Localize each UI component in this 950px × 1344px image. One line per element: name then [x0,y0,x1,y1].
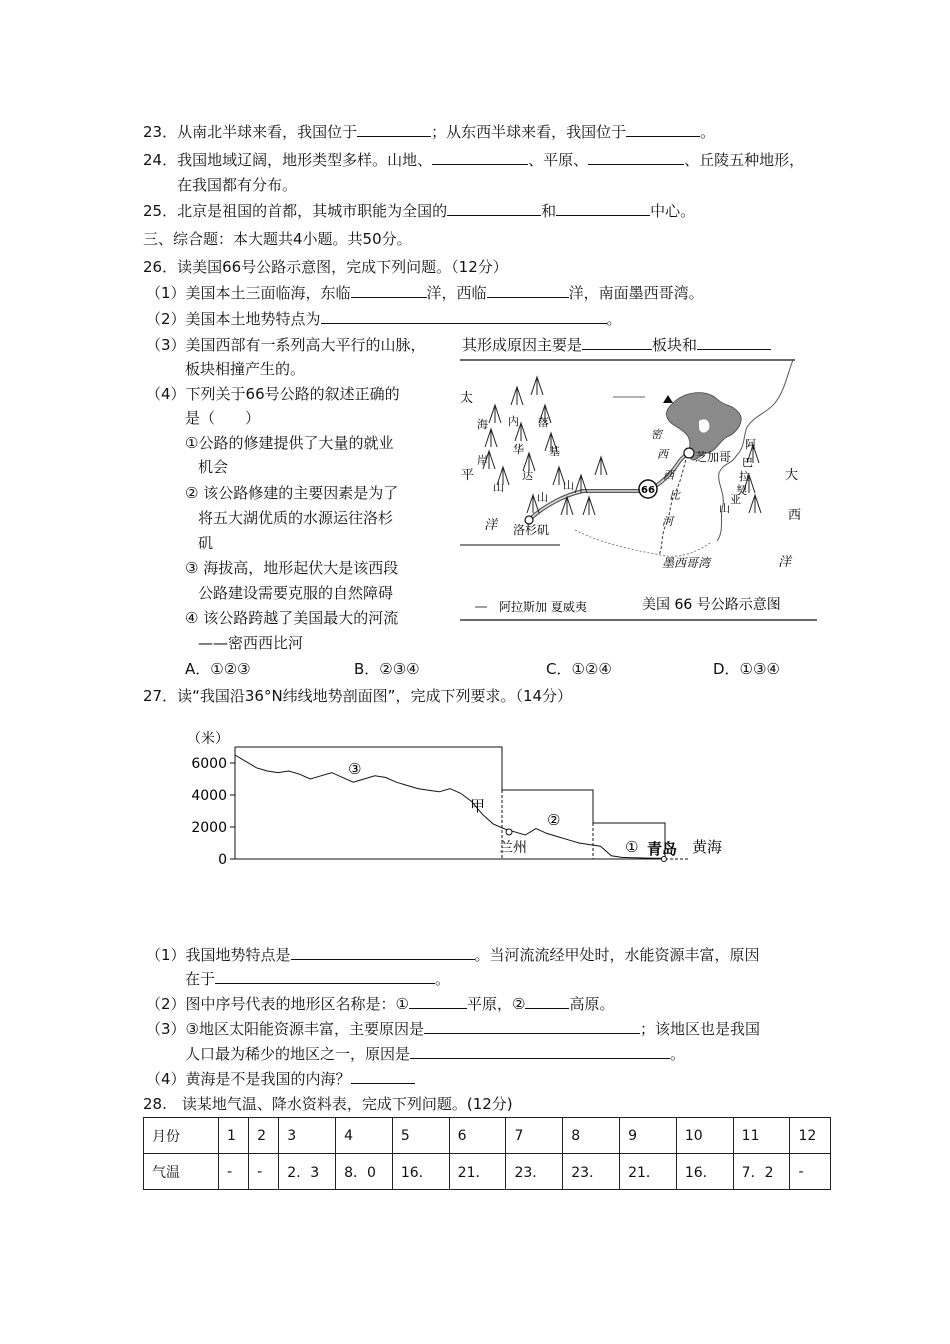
q27-blank-hydro-reason[interactable] [215,969,435,984]
mountain-icon [511,387,523,405]
inset-label: 阿拉斯加 夏威夷 [499,600,587,614]
mississippi-2: 西 [657,448,668,461]
table-cell: 12 [790,1118,831,1154]
rocky-3: 山 [563,479,574,492]
q25-text-a: 25．北京是祖国的首都，其城市职能为全国的 [143,202,448,220]
coast-range-2: 岸 [477,454,488,467]
q24-line-2: 在我国都有分布。 [177,176,298,194]
y-tick-label: 4000 [191,788,227,804]
q26-stmt2-b: 将五大湖优质的水源运往洛杉 [198,509,394,527]
table-cell: 2．3 [279,1154,336,1190]
table-cell: 7 [506,1118,563,1154]
mountain-icon [489,405,501,423]
q24-text-c: 、丘陵五种地形， [684,151,805,169]
peak-marker-icon [663,395,673,403]
q26-p1-text-a: （1）美国本土三面临海，东临 [146,284,351,302]
q27-p2-text-c: 高原。 [569,995,615,1013]
table-cell: 8 [563,1118,620,1154]
cascade-1: 内 [508,415,519,428]
mississippi-5: 河 [662,515,673,528]
q26-stmt1-b: 机会 [198,458,229,476]
q25-blank-2[interactable] [556,201,650,216]
table-cell: 3 [279,1118,336,1154]
q26-option-c[interactable]: C．①②④ [546,660,612,678]
q27-p1-text-b: 。当河流流经甲处时，水能资源丰富，原因 [474,946,760,964]
mountain-icon [583,497,595,515]
gulf-coastline [575,530,710,556]
q26-option-b[interactable]: B．②③④ [354,660,420,678]
q27-p4-text: （4）黄海是不是我国的内海？ [146,1070,351,1088]
table-cell: 2 [249,1118,279,1154]
y-axis [191,747,665,868]
pacific-label-1: 太 [460,391,474,406]
route66-road-inner [529,453,689,520]
q27-part3-b [185,1044,685,1064]
q26-part4-b: 是（ ） [185,409,261,427]
jia-label: 甲 [470,797,486,815]
q23-line [143,122,715,142]
q27-p1-text-a: （1）我国地势特点是 [146,946,291,964]
q26-part3-a: （3）美国西部有一系列高大平行的山脉， [146,336,426,354]
table-cell: 5 [392,1118,449,1154]
q26-blank-east-ocean[interactable] [351,283,427,298]
q26-option-d[interactable]: D．①③④ [713,660,780,678]
lanzhou-label: 兰州 [499,840,527,856]
q23-text-a: 23．从南北半球来看，我国位于 [143,123,358,141]
q26-p3-text-b: 其形成原因主要是 [462,336,583,354]
q23-blank-1[interactable] [357,122,431,137]
table-cell: 21． [620,1154,677,1190]
q27-part4 [146,1069,415,1089]
lanzhou-marker [506,829,512,835]
chicago-marker [684,448,694,458]
atlantic-label-1: 大 [785,468,799,483]
q27-p1-text-d: 。 [435,970,451,988]
la-label: 洛杉矶 [513,523,550,537]
q27-blank-solar[interactable] [424,1019,640,1034]
q27-p2-text-a: （2）图中序号代表的地形区名称是：① [146,995,409,1013]
q25-text-b: 和 [541,202,557,220]
region-3-label: ③ [348,760,362,778]
coast-range-3: 山 [493,481,504,494]
table-cell: 月份 [144,1118,219,1154]
q26-stmt3-b: 公路建设需要克服的自然障碍 [198,584,394,602]
q27-blank-terrain[interactable] [291,945,475,960]
route66-shield-label: 66 [641,485,655,496]
table-cell: 16． [392,1154,449,1190]
q26-p1-text-b: 洋，西临 [426,284,487,302]
q23-text-c: 。 [700,123,716,141]
q25-line [143,201,695,221]
table-cell: 16． [676,1154,733,1190]
q24-text-a: 24．我国地域辽阔，地形类型多样。山地、 [143,151,433,169]
mountain-icon [595,457,607,475]
table-cell: 23． [563,1154,620,1190]
q25-text-c: 中心。 [650,202,696,220]
q24-line-1 [143,150,804,170]
mountain-icon [749,495,761,513]
mississippi-3: 西 [663,469,674,482]
appalachian-6: 山 [719,502,730,515]
q26-part3-b [462,335,771,355]
q26-blank-terrain[interactable] [321,309,607,324]
q26-stmt3-a: ③ 海拔高，地形起伏大是该西段 [185,559,399,577]
gulf-label: 墨西哥湾 [662,556,711,570]
atlantic-label-3: 洋 [778,555,792,570]
table-cell: 9 [620,1118,677,1154]
chicago-label: 芝加哥 [695,450,732,464]
table-cell: 10 [676,1118,733,1154]
q26-blank-west-ocean[interactable] [487,283,569,298]
y-tick-label: 0 [218,852,227,868]
table-cell: 气温 [144,1154,219,1190]
appalachian-3: 拉 [739,470,750,483]
q26-p3-text-c: 板块和 [652,336,698,354]
mountain-icon [485,429,497,447]
terrain-profile-chart [185,725,735,895]
mountain-icon [531,377,543,395]
pacific-label-2: 平 [461,468,475,483]
table-cell: 23． [506,1154,563,1190]
q26-stmt4-a: ④ 该公路跨越了美国最大的河流 [185,609,399,627]
q26-part3-c: 板块相撞产生的。 [185,360,306,378]
table-cell: 8．0 [336,1154,393,1190]
q26-blank-plate-1[interactable] [582,335,652,350]
cascade-4: 山 [537,491,548,504]
y-tick-label: 2000 [191,820,227,836]
q26-stmt4-b: ——密西西比河 [198,634,304,652]
table-cell: 4 [336,1118,393,1154]
region-2-label: ② [547,811,561,829]
q25-blank-1[interactable] [447,201,541,216]
appalachian-1: 阿 [745,438,756,451]
table-cell: - [249,1154,279,1190]
q28-title: 28. 读某地气温、降水资料表，完成下列问题。(12分) [143,1095,513,1113]
table-cell: 1 [219,1118,249,1154]
q27-p3-text-b: ；该地区也是我国 [640,1020,761,1038]
q27-part2 [146,994,614,1014]
yellow-sea-label: 黄海 [692,838,723,856]
table-row-temperature [144,1154,831,1190]
y-tick-label: 6000 [191,756,227,772]
route66-map [455,355,820,623]
table-cell: 7．2 [733,1154,790,1190]
route66-road [529,453,689,520]
q27-title: 27．读“我国沿36°N纬线地势剖面图”，完成下列要求。（14分） [143,687,573,705]
q27-p3-text-a: （3）③地区太阳能资源丰富，主要原因是 [146,1020,424,1038]
mountain-symbols [483,377,761,515]
q27-p1-text-c: 在于 [185,970,216,988]
q26-stmt2-c: 矶 [198,534,214,552]
appalachian-4: 契 [736,484,747,497]
mississippi-4: 比 [669,489,680,502]
q27-blank-plateau[interactable] [525,994,569,1009]
q24-text-b: 、平原、 [528,151,589,169]
q26-blank-plate-2[interactable] [697,335,771,350]
q27-blank-inland-sea[interactable] [351,1069,415,1084]
q26-option-a[interactable]: A．①②③ [185,660,251,678]
table-cell: 6 [449,1118,506,1154]
q26-part1 [146,283,704,303]
q26-stmt1-a: ①公路的修建提供了大量的就业 [185,434,394,452]
q26-p1-text-c: 洋，南面墨西哥湾。 [568,284,704,302]
q27-part3-a [146,1019,760,1039]
q27-blank-population[interactable] [410,1044,670,1059]
cascade-2: 华 [513,443,524,456]
q23-blank-2[interactable] [626,122,700,137]
table-cell: 21． [449,1154,506,1190]
q27-part1-a [146,945,760,965]
q26-part4-a: （4）下列关于66号公路的叙述正确的 [146,385,400,403]
map-caption: 美国 66 号公路示意图 [642,597,781,613]
rocky-1: 落 [538,416,549,429]
section-3-heading: 三、综合题：本大题共4小题。共50分。 [143,230,412,248]
cascade-3: 达 [522,469,533,482]
table-cell: - [790,1154,831,1190]
terrain-steps-outline [235,747,665,859]
q24-blank-1[interactable] [432,150,528,165]
table-row-month [144,1118,831,1154]
appalachian-2: 巴 [742,456,753,469]
q27-p3-text-d: 。 [670,1045,686,1063]
qingdao-label: 青岛 [647,840,678,858]
q24-blank-2[interactable] [588,150,684,165]
region-1-label: ① [625,838,639,856]
q27-blank-plain[interactable] [409,994,467,1009]
q26-part2 [146,309,622,329]
atlantic-label-2: 西 [788,508,802,523]
q27-p2-text-b: 平原，② [467,995,526,1013]
appalachian-5: 亚 [730,493,741,506]
q26-p2-text-a: （2）美国本土地势特点为 [146,310,321,328]
q27-part1-b [185,969,450,989]
terrain-profile-line [235,755,665,858]
mississippi-1: 密 [651,428,662,441]
q26-title: 26．读美国66号公路示意图，完成下列问题。（12分） [143,258,508,276]
q26-stmt2-a: ② 该公路修建的主要因素是为了 [185,484,399,502]
climate-table [143,1117,831,1190]
table-cell: 11 [733,1118,790,1154]
table-cell: - [219,1154,249,1190]
coast-range-1: 海 [477,418,488,431]
chart-y-unit: （米） [187,731,229,747]
pacific-label-3: 洋 [484,518,498,533]
q23-text-b: ；从东西半球来看，我国位于 [431,123,627,141]
rocky-2: 基 [549,445,560,458]
q27-p3-text-c: 人口最为稀少的地区之一，原因是 [185,1045,411,1063]
q26-p2-text-b: 。 [606,310,622,328]
